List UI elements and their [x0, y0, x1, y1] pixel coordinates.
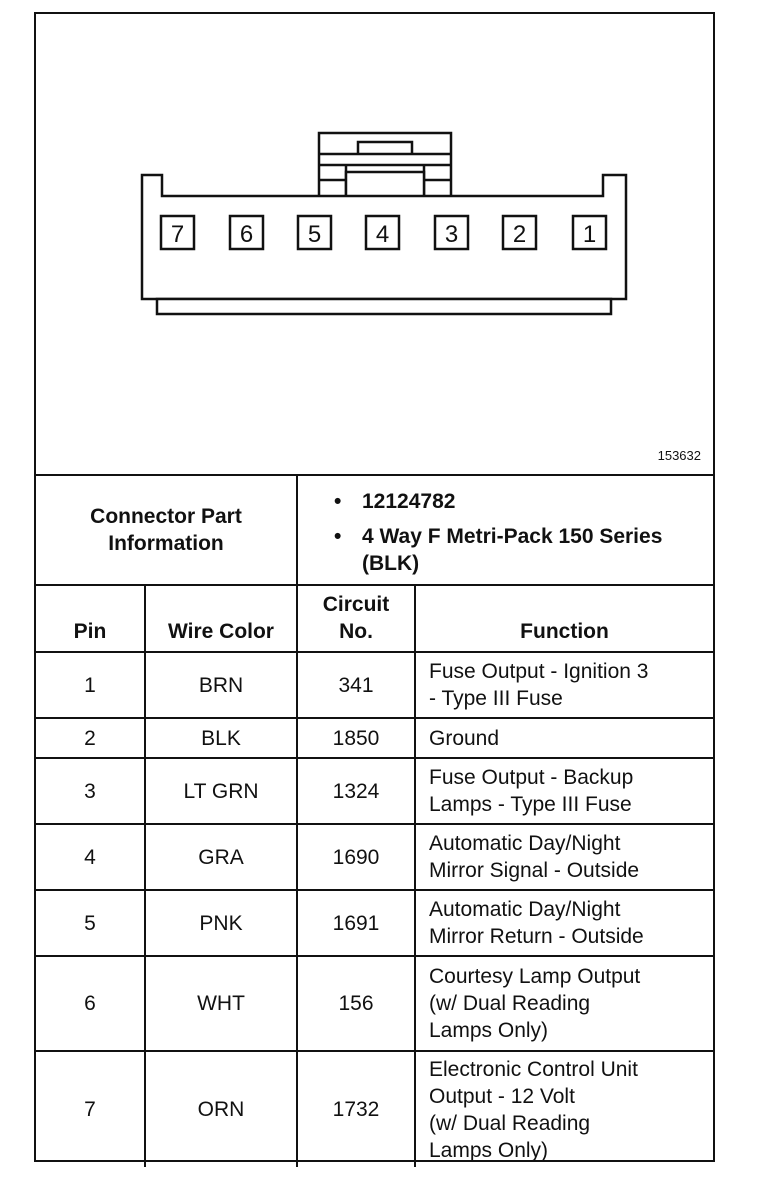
table-row [36, 652, 713, 718]
pin-label: 3 [444, 221, 459, 248]
function-cell [415, 652, 713, 718]
circuit-cell: 1691 [297, 890, 415, 956]
function-cell [415, 1051, 713, 1167]
bullet: • [334, 490, 342, 513]
function-line: Lamps Only) [429, 1138, 549, 1162]
function-line: Ground [429, 726, 500, 750]
function-line: Mirror Return - Outside [429, 925, 644, 948]
circuit-cell: 1850 [297, 718, 415, 758]
circuit-cell: 156 [297, 956, 415, 1051]
function-cell [415, 890, 713, 956]
part-number-item [334, 488, 713, 515]
function-cell [415, 758, 713, 824]
header-wire-color: Wire Color [145, 586, 297, 652]
function-line: Output - 12 Volt [429, 1084, 575, 1108]
connector-latch [319, 133, 451, 197]
function-line: Lamps Only) [429, 1019, 549, 1042]
function-line: Fuse Output - Ignition 3 [429, 660, 649, 683]
table-header-row [36, 586, 713, 652]
figure-id: 153632 [657, 448, 701, 463]
pin-cell: 2 [36, 718, 145, 758]
wire-color-cell: WHT [145, 956, 297, 1051]
connector-sheet [34, 12, 715, 1162]
function-line: Automatic Day/Night [429, 898, 621, 921]
connector-type: 4 Way F Metri-Pack 150 Series (BLK) [362, 525, 663, 575]
pin-cell: 5 [36, 890, 145, 956]
pin-label: 1 [582, 221, 597, 248]
bullet: • [334, 525, 342, 548]
pin-label: 6 [239, 221, 254, 248]
wire-color-cell: LT GRN [145, 758, 297, 824]
pin-cell: 6 [36, 956, 145, 1051]
function-line: Courtesy Lamp Output [429, 965, 641, 988]
pin-label: 2 [512, 221, 527, 248]
circuit-cell: 1324 [297, 758, 415, 824]
header-function: Function [415, 586, 713, 652]
table-row [36, 956, 713, 1051]
function-line: Mirror Signal - Outside [429, 859, 640, 882]
circuit-cell: 1732 [297, 1051, 415, 1167]
connector-info-label: Connector Part Information [36, 476, 298, 584]
table-row [36, 758, 713, 824]
pin-label: 5 [307, 221, 322, 248]
function-line: (w/ Dual Reading [429, 992, 591, 1015]
function-line: (w/ Dual Reading [429, 1111, 591, 1135]
circuit-cell: 341 [297, 652, 415, 718]
function-line: Automatic Day/Night [429, 832, 621, 855]
function-cell [415, 718, 713, 758]
wire-color-cell: BLK [145, 718, 297, 758]
function-line: Fuse Output - Backup [429, 766, 634, 789]
header-pin: Pin [36, 586, 145, 652]
function-line: - Type III Fuse [429, 687, 563, 710]
wire-color-cell: GRA [145, 824, 297, 890]
pin-cell: 7 [36, 1051, 145, 1167]
function-cell [415, 956, 713, 1051]
table-row [36, 718, 713, 758]
pin-label: 4 [375, 221, 390, 248]
connector-info [36, 476, 713, 586]
pin-cell: 4 [36, 824, 145, 890]
connector-drawing [36, 14, 715, 474]
circuit-cell: 1690 [297, 824, 415, 890]
connector-info-list [298, 476, 713, 584]
wire-color-cell: PNK [145, 890, 297, 956]
table-row [36, 890, 713, 956]
function-line: Lamps - Type III Fuse [429, 793, 632, 816]
pinout-table [36, 586, 713, 1167]
pinout-rows [36, 652, 713, 1167]
connector-type-item [334, 523, 713, 577]
wire-color-cell: ORN [145, 1051, 297, 1167]
connector-diagram [36, 14, 713, 476]
pin-label: 7 [170, 221, 185, 248]
function-cell [415, 824, 713, 890]
pin-cell: 3 [36, 758, 145, 824]
table-row [36, 824, 713, 890]
wire-color-cell: BRN [145, 652, 297, 718]
pin-cell: 1 [36, 652, 145, 718]
part-number: 12124782 [362, 490, 456, 513]
header-circuit: Circuit No. [297, 586, 415, 652]
function-line: Electronic Control Unit [429, 1057, 638, 1081]
table-row [36, 1051, 713, 1167]
